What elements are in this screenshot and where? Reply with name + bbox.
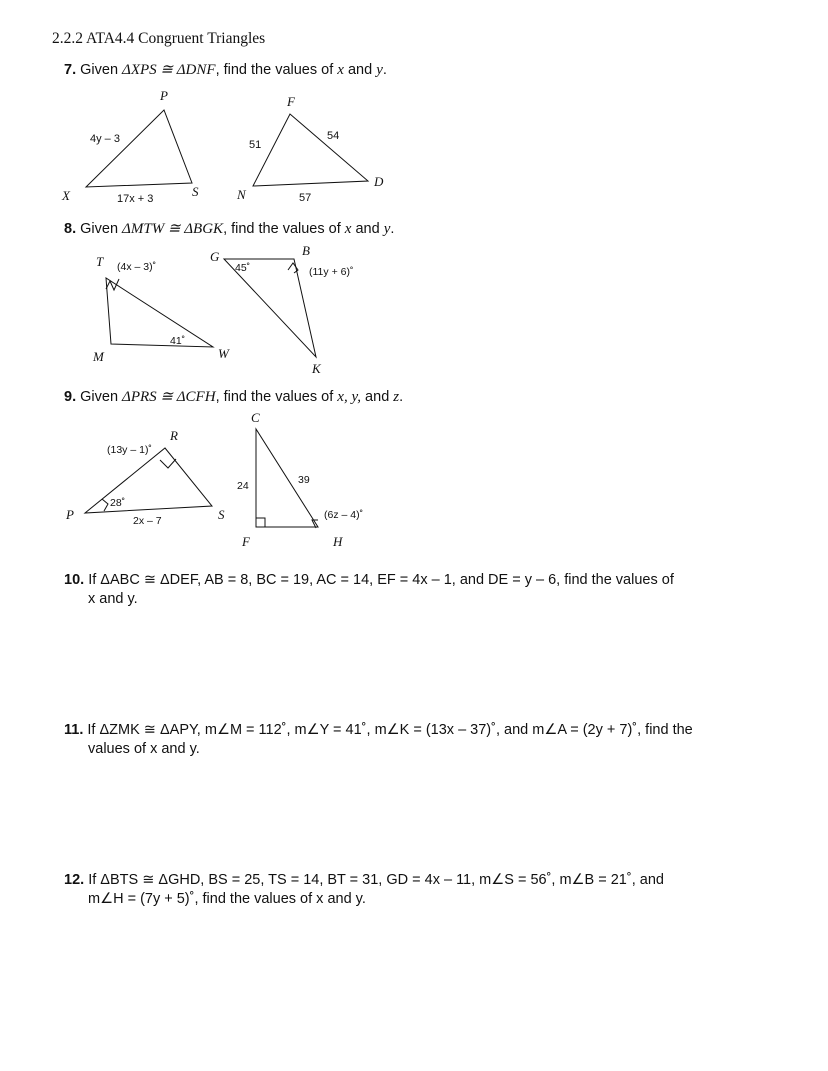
triangle-nfd xyxy=(253,114,368,186)
vertex-label-x: X xyxy=(62,188,70,203)
vertex-label-m: M xyxy=(93,349,104,364)
vertex-label-d: D xyxy=(374,174,384,189)
problem-number: 11. xyxy=(64,722,84,738)
angle-mark-t xyxy=(106,279,119,290)
prompt-line-2: x and y. xyxy=(88,591,138,607)
problem-number: 9. xyxy=(64,389,77,405)
side-label-nd: 57 xyxy=(299,192,312,204)
prompt-text: and xyxy=(343,62,377,78)
vertex-label-p: P xyxy=(66,507,74,522)
side-label-ch: 39 xyxy=(298,474,310,486)
prompt-text: and xyxy=(351,221,384,237)
vertex-label-r: R xyxy=(170,428,178,443)
figure-9 xyxy=(65,410,363,549)
triangle-xps xyxy=(86,110,192,187)
prompt-line-2: m∠H = (7y + 5)˚, find the values of x and y. xyxy=(88,891,366,907)
prompt-line-1: If ΔBTS ≅ ΔGHD, BS = 25, TS = 14, BT = 31, GD = 4x – 11, m∠S = 56˚, m∠B = 21˚, and xyxy=(88,872,664,888)
right-angle-mark-f xyxy=(256,518,265,527)
triangle-prs xyxy=(85,448,212,513)
angle-label-r: (13y – 1)˚ xyxy=(107,444,152,456)
side-label-cf: 24 xyxy=(237,480,249,492)
variable: y xyxy=(383,221,391,237)
side-label-xp: 4y – 3 xyxy=(90,133,120,145)
angle-mark-p xyxy=(102,499,108,511)
prompt-line-1: If ΔZMK ≅ ΔAPY, m∠M = 112˚, m∠Y = 41˚, m∠K = (13x – 37)˚, and m∠A = (2y + 7)˚, find the xyxy=(87,722,693,738)
angle-label-t: (4x – 3)˚ xyxy=(117,261,157,273)
side-label-ps: 2x – 7 xyxy=(133,515,162,527)
vertex-label-w: W xyxy=(218,346,229,361)
problem-number: 10. xyxy=(64,572,85,588)
prompt-text: , find the values of xyxy=(215,389,338,405)
variable: y xyxy=(376,62,383,78)
angle-label-b: (11y + 6)˚ xyxy=(309,266,354,278)
variable: x xyxy=(337,62,344,78)
prompt-text: . xyxy=(399,389,404,405)
congruence-statement: ΔXPS ≅ ΔDNF xyxy=(122,62,216,78)
problem-number: 8. xyxy=(64,221,77,237)
vertex-label-p: P xyxy=(160,88,168,103)
angle-label-w: 41˚ xyxy=(170,335,186,347)
angle-label-h: (6z – 4)˚ xyxy=(324,509,364,521)
vertex-label-f: F xyxy=(287,94,295,109)
prompt-text: , find the values of xyxy=(215,62,338,78)
vertex-label-s: S xyxy=(218,507,225,522)
prompt-text: . xyxy=(390,221,395,237)
prompt-text: , find the values of xyxy=(223,221,345,237)
vertex-label-g: G xyxy=(210,249,220,264)
vertex-label-b: B xyxy=(302,243,310,258)
prompt-text: Given xyxy=(80,62,123,78)
angle-mark-r xyxy=(160,459,176,468)
problem-number: 12. xyxy=(64,872,85,888)
variable: x, y, xyxy=(337,389,362,405)
vertex-label-h: H xyxy=(333,534,343,549)
vertex-label-f: F xyxy=(242,534,250,549)
vertex-label-n: N xyxy=(237,187,246,202)
variable: x xyxy=(344,221,352,237)
vertex-label-t: T xyxy=(96,254,104,269)
prompt-text: Given xyxy=(80,389,123,405)
congruence-statement: ΔPRS ≅ ΔCFH xyxy=(122,389,216,405)
vertex-label-c: C xyxy=(251,410,260,425)
angle-mark-b xyxy=(288,263,298,273)
side-label-nf: 51 xyxy=(249,139,262,151)
angle-label-p: 28˚ xyxy=(110,497,126,509)
prompt-line-1: If ΔABC ≅ ΔDEF, AB = 8, BC = 19, AC = 14, EF = 4x – 1, and DE = y – 6, find the values of xyxy=(88,572,674,588)
prompt-line-2: values of x and y. xyxy=(88,741,200,757)
angle-label-g: 45˚ xyxy=(235,262,251,274)
triangle-tmw xyxy=(106,278,213,347)
prompt-text: Given xyxy=(80,221,123,237)
prompt-text: and xyxy=(361,389,394,405)
side-label-xs: 17x + 3 xyxy=(117,193,154,205)
figure-8 xyxy=(92,243,353,376)
prompt-text: . xyxy=(382,62,387,78)
figure-7 xyxy=(61,88,384,205)
variable: z xyxy=(393,389,400,405)
worksheet-title: 2.2.2 ATA4.4 Congruent Triangles xyxy=(52,30,266,47)
vertex-label-k: K xyxy=(312,361,321,376)
problem-number: 7. xyxy=(64,62,77,78)
vertex-label-s: S xyxy=(192,184,199,199)
side-label-fd: 54 xyxy=(327,130,340,142)
congruence-statement: ΔMTW ≅ ΔBGK xyxy=(122,221,224,237)
